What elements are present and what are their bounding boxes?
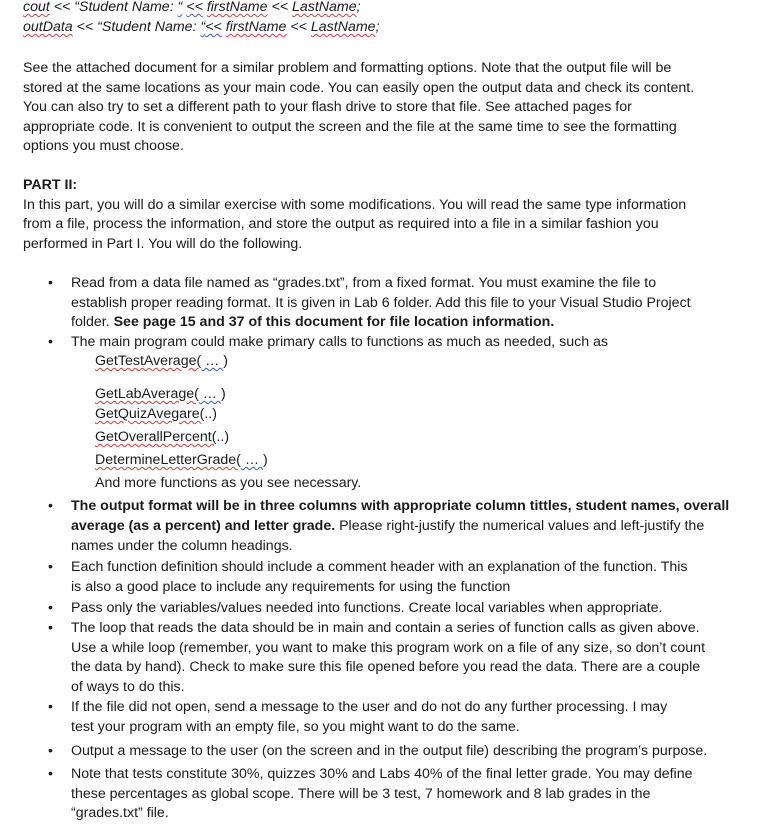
- file-location-note: See page 15 and 37 of this document for file location information.: [113, 314, 555, 330]
- bullet-9-line: these percentages as global scope. There will be 3 test, 7 homework and 8 lab grades in the: [71, 786, 651, 802]
- bullet-5-line: Pass only the variables/values needed into functions. Create local variables when appropriate.: [71, 600, 663, 616]
- bullet-icon: •: [48, 743, 53, 759]
- function-name: DetermineLetterGrade( … ): [95, 452, 268, 468]
- bullet-icon: •: [48, 620, 53, 636]
- bullet-1-line: folder. See page 15 and 37 of this document for file location information.: [71, 314, 555, 330]
- intro-line: appropriate code. It is convenient to output the screen and the file at the same time to see the formatting: [23, 119, 677, 135]
- bullet-2-more: And more functions as you see necessary.: [95, 475, 362, 491]
- bullet-7-line: If the file did not open, send a message to the user and do not do any further processing. I may: [71, 699, 668, 715]
- bullet-4-line: Each function definition should include a comment header with an explanation of the function. This: [71, 559, 688, 575]
- bullet-8-line: Output a message to the user (on the screen and in the output file) describing the program’s purpose.: [71, 743, 708, 759]
- function-name: GetQuizAvegare(..): [95, 406, 217, 422]
- bullet-icon: •: [48, 766, 53, 782]
- part2-heading: PART II:: [23, 177, 78, 193]
- intro-line: See the attached document for a similar problem and formatting options. Note that the output file will be: [23, 60, 672, 76]
- part2-line: In this part, you will do a similar exercise with some modifications. You will read the same type information: [23, 197, 687, 213]
- bullet-6-line: The loop that reads the data should be in main and contain a series of function calls as given above.: [71, 620, 700, 636]
- bullet-icon: •: [48, 498, 53, 514]
- function-name: GetLabAverage( … ): [95, 386, 226, 402]
- bullet-1-line: establish proper reading format. It is given in Lab 6 folder. Add this file to your Visual Studio Project: [71, 295, 691, 311]
- bullet-3-line: The output format will be in three columns with appropriate column tittles, student names, overall: [71, 498, 730, 514]
- bullet-4-line: is also a good place to include any requirements for using the function: [71, 579, 511, 595]
- code-stream-outdata: outData: [23, 19, 73, 35]
- code-line-outdata: outData << “Student Name: “<< firstName << LastName;: [23, 19, 380, 35]
- bullet-icon: •: [48, 275, 53, 291]
- function-name: GetOverallPercent(..): [95, 429, 230, 445]
- function-name: GetTestAverage( … ): [95, 353, 229, 369]
- bullet-icon: •: [48, 559, 53, 575]
- bullet-9-line: “grades.txt” file.: [71, 805, 169, 821]
- bullet-6-line: the data by hand). Check to make sure this file opened before you read the data. There are a couple: [71, 659, 701, 675]
- bullet-7-line: test your program with an empty file, so you might want to do the same.: [71, 719, 520, 735]
- bullet-3-line: average (as a percent) and letter grade. Please right-justify the numerical values and left-justify the: [71, 518, 705, 534]
- code-stream-cout: cout: [23, 0, 50, 15]
- bullet-3-line: names under the column headings.: [71, 538, 293, 554]
- bullet-9-line: Note that tests constitute 30%, quizzes 30% and Labs 40% of the final letter grade. You may define: [71, 766, 693, 782]
- bullet-icon: •: [48, 600, 53, 616]
- bullet-icon: •: [48, 699, 53, 715]
- intro-line: options you must choose.: [23, 138, 184, 154]
- part2-line: performed in Part I. You will do the following.: [23, 236, 303, 252]
- part2-line: from a file, process the information, and store the output as required into a file in a similar fashion you: [23, 216, 659, 232]
- bullet-icon: •: [48, 334, 53, 350]
- intro-line: stored at the same locations as your main code. You can easily open the output data and check its content.: [23, 80, 695, 96]
- bullet-6-line: of ways to do this.: [71, 679, 185, 695]
- bullet-2-line: The main program could make primary calls to functions as much as needed, such as: [71, 334, 609, 350]
- bullet-1-line: Read from a data file named as “grades.txt”, from a fixed format. You must examine the file to: [71, 275, 657, 291]
- intro-line: You can also try to set a different path to your flash drive to store that file. See attached pages for: [23, 99, 632, 115]
- bullet-6-line: Use a while loop (remember, you want to make this program work on a file of any size, so don’t count: [71, 640, 706, 656]
- code-line-cout: cout << “Student Name: “ << firstName << LastName;: [23, 0, 361, 15]
